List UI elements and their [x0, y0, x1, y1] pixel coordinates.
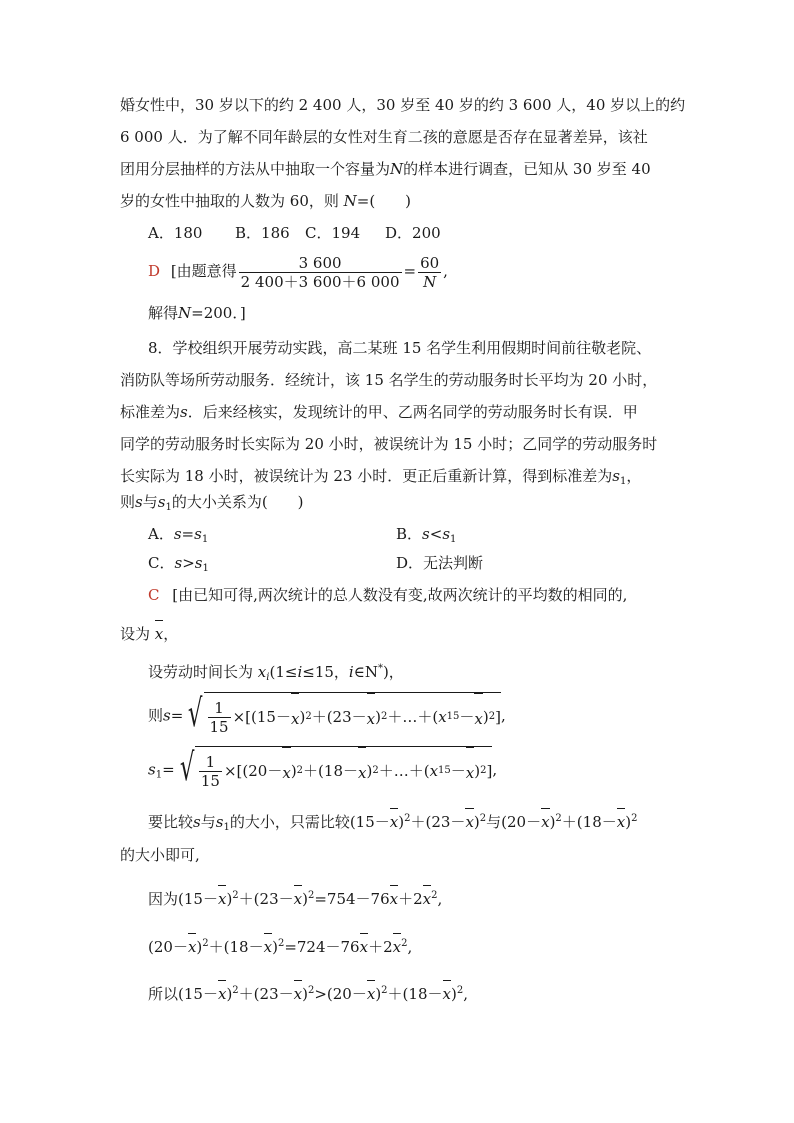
- q7-option-b: B．186: [235, 224, 290, 242]
- q8-formula-s: 则s= √ $\frac{1}{15}$ ×[(15－ x ) 2 ＋(23－ x ) 2 ＋…＋( x 15 － x ) 2 ] ,: [148, 692, 506, 741]
- q8-solution-line1: C [由已知可得,两次统计的总人数没有变,故两次统计的平均数的相同的,: [148, 586, 628, 604]
- q7-stem-line1: 婚女性中，30 岁以下的约 2 400 人，30 岁至 40 岁的约 3 600 人，40 岁以上的约: [120, 96, 686, 114]
- q8-stem-line4: 同学的劳动服务时长实际为 20 小时，被误统计为 15 小时；乙同学的劳动服务时: [120, 435, 658, 453]
- q8-stem-line2: 消防队等场所劳动服务．经统计，该 15 名学生的劳动服务时长平均为 20 小时，: [120, 371, 658, 389]
- q7-fraction-sample: $\frac{60}{N}$: [420, 253, 440, 291]
- q7-solve-line: 解得N=200．]: [148, 304, 246, 322]
- q8-solution-line3: 设劳动时间长为 $x_i(1\le i\le 15$，i∈N*)，: [148, 663, 404, 683]
- q8-option-d: D．无法判断: [396, 554, 484, 572]
- q7-answer-letter: D: [148, 262, 161, 280]
- q8-compare-line2: 的大小即可,: [120, 846, 200, 864]
- q8-answer-letter: C: [148, 586, 160, 604]
- q7-option-d: D．200: [385, 224, 441, 242]
- q8-solution-line2: 设为 x，: [120, 620, 178, 644]
- q7-fraction-main: $\frac{3 600}{2 400+3 600+6 000}$: [240, 253, 400, 291]
- q7-solution: D [由题意得 $\frac{3 600}{2 400+3 600+6 000}$ = $\frac{60}{N}$ ,: [148, 253, 448, 291]
- q8-option-c: C．$s>s_1$: [148, 554, 209, 574]
- q8-option-a: A．$s=s_1$: [148, 525, 209, 545]
- q8-stem-line6: 则s与$s_1$的大小关系为( ): [120, 493, 304, 513]
- q7-stem-line3: 团用分层抽样的方法从中抽取一个容量为N的样本进行调查，已知从 30 岁至 40: [120, 160, 651, 178]
- q8-compare-line: 要比较s与$s_1$的大小，只需比较$(15-x)^2+(23-x)^2$与$(20-x)^2+(18-x)^2$: [148, 808, 637, 832]
- q8-so-line: 所以$(15-x)^2+(23-x)^2>(20-x)^2+(18-x)^2$,: [148, 980, 468, 1004]
- q8-second-line: $(20-x)^2+(18-x)^2=724-76x+2x^2$,: [148, 933, 412, 957]
- q8-stem-line1: 8．学校组织开展劳动实践，高二某班 15 名学生利用假期时间前往敬老院、: [148, 339, 652, 357]
- q8-because-line: 因为$(15-x)^2+(23-x)^2=754-76x+2x^2$,: [148, 885, 442, 909]
- q8-stem-line5: 长实际为 18 小时，被误统计为 23 小时．更正后重新计算，得到标准差为$s_1$，: [120, 467, 642, 487]
- q8-option-b: B．$s<s_1$: [396, 525, 457, 545]
- q7-stem-line4: 岁的女性中抽取的人数为 60，则 N=( ): [120, 192, 412, 210]
- q7-option-c: C．194: [305, 224, 361, 242]
- q7-option-a: A．180: [148, 224, 203, 242]
- q8-stem-line3: 标准差为s．后来经核实，发现统计的甲、乙两名同学的劳动服务时长有误．甲: [120, 403, 638, 421]
- q8-formula-s1: $s_1=$ √ $\frac{1}{15}$ ×[(20－ x ) 2 ＋(18－ x ) 2 ＋…＋( x 15 － x ) 2 ] ,: [148, 746, 497, 795]
- q7-stem-line2: 6 000 人．为了解不同年龄层的女性对生育二孩的意愿是否存在显著差异，该社: [120, 128, 648, 146]
